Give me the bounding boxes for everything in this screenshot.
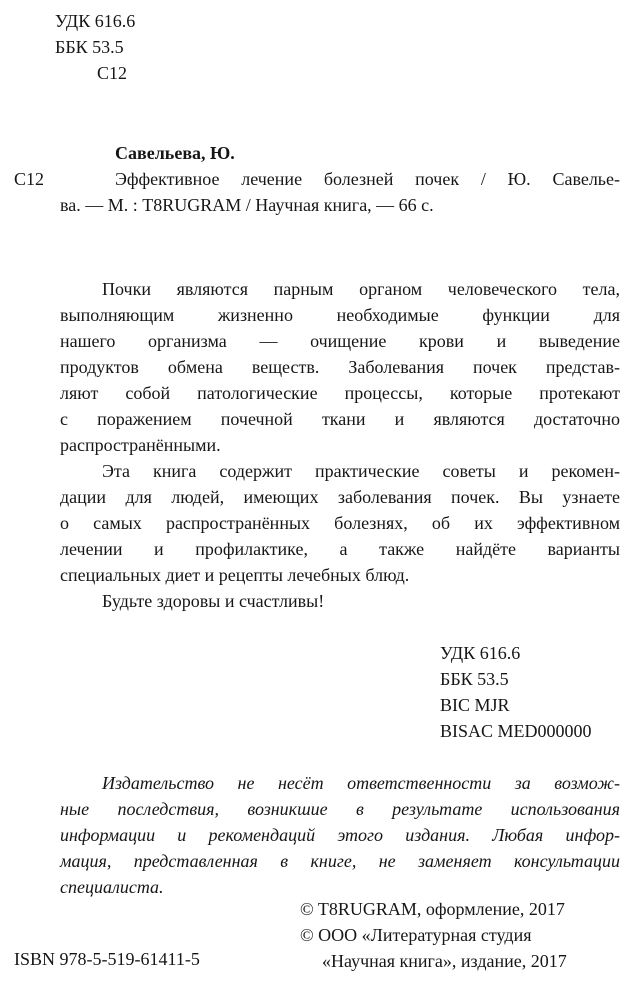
- copyright-block: [300, 896, 620, 974]
- text-line: с поражением почечной ткани и являются достаточно: [60, 409, 620, 429]
- disclaimer: [60, 770, 620, 900]
- entry-title-line: ва. — М. : T8RUGRAM / Научная книга, — 66 с.: [60, 195, 434, 215]
- text-line: выполняющим жизненно необходимые функции для: [60, 305, 620, 325]
- entry-author-sign: С12: [14, 169, 45, 189]
- copyright-line: «Научная книга», издание, 2017: [322, 951, 567, 971]
- text-line: специальных диет и рецепты лечебных блюд.: [60, 565, 410, 585]
- text-line: мация, представленная в книге, не заменяет консультации: [60, 851, 620, 871]
- top-codes-block: [55, 0, 636, 86]
- text-line: продуктов обмена веществ. Заболевания почек представ-: [60, 357, 620, 377]
- copyright-line: © ООО «Литературная студия: [300, 925, 532, 945]
- copyright-line: © T8RUGRAM, оформление, 2017: [300, 899, 565, 919]
- bbk-code: ББК 53.5: [440, 669, 509, 689]
- text-line: распространёнными.: [60, 435, 221, 455]
- text-line: ные последствия, возникшие в результате использования: [60, 799, 620, 819]
- udk-code: УДК 616.6: [55, 11, 136, 31]
- text-line: специалиста.: [60, 877, 164, 897]
- text-line: Будьте здоровы и счастливы!: [102, 591, 325, 611]
- text-line: дации для людей, имеющих заболевания почек. Вы узнаете: [60, 487, 620, 507]
- text-line: о самых распространённых болезнях, об их эффективном: [60, 513, 620, 533]
- bic-code: BIC MJR: [440, 695, 510, 715]
- author-sign-code: С12: [97, 63, 128, 83]
- text-line: Почки являются парным органом человеческого тела,: [102, 279, 620, 299]
- catalog-card: [0, 140, 620, 218]
- imprint: [0, 896, 620, 974]
- text-line: ляют собой патологические процессы, которые протекают: [60, 383, 620, 403]
- text-line: информации и рекомендаций этого издания. Любая инфор-: [60, 825, 620, 845]
- codes-block: [440, 640, 636, 744]
- text-line: Издательство не несёт ответственности за возмож-: [102, 773, 620, 793]
- text-line: нашего организма — очищение крови и выведение: [60, 331, 620, 351]
- udk-code: УДК 616.6: [440, 643, 521, 663]
- isbn: ISBN 978-5-519-61411-5: [14, 949, 200, 969]
- text-line: Эта книга содержит практические советы и рекомен-: [102, 461, 620, 481]
- annotation: [60, 276, 620, 614]
- author-name: Савельева, Ю.: [115, 143, 235, 163]
- text-line: лечении и профилактике, а также найдёте варианты: [60, 539, 620, 559]
- bisac-code: BISAC MED000000: [440, 721, 592, 741]
- entry-title-line: Эффективное лечение болезней почек / Ю. Савелье-: [115, 169, 620, 189]
- bbk-code: ББК 53.5: [55, 37, 124, 57]
